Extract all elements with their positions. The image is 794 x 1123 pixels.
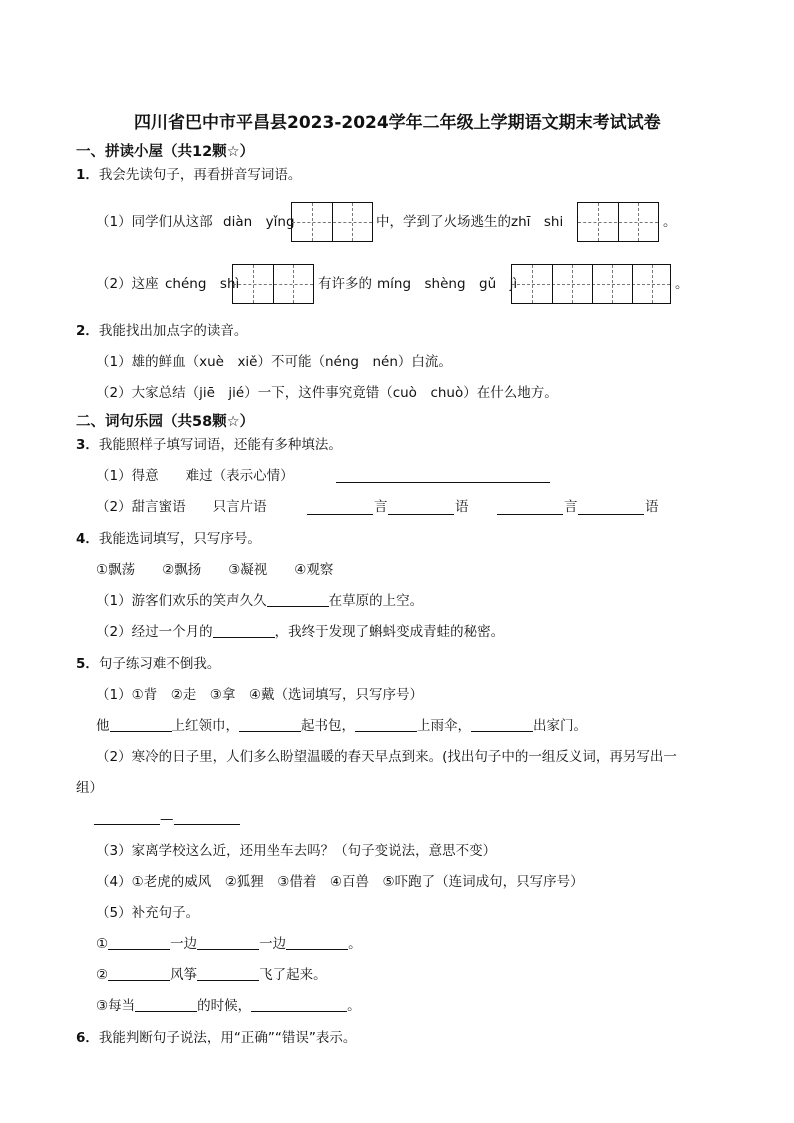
sentence-part: 上红领巾， bbox=[171, 718, 239, 734]
sentence-part: 一边 bbox=[170, 936, 198, 952]
sentence-part: 起书包， bbox=[301, 718, 355, 734]
sentence-part: 的时候， bbox=[197, 998, 252, 1014]
sentence-part: 飞了起来。 bbox=[259, 967, 327, 983]
sentence-part: ① bbox=[96, 936, 109, 952]
q5-part2: （2）寒冷的日子里，人们多么盼望温暖的春天早点到来。(找出句子中的一组反义词，再另写出一 bbox=[96, 749, 677, 765]
pinyin: míng shèng gǔ jì bbox=[377, 276, 518, 292]
section-heading: 一、拼读小屋（共12颗☆） bbox=[76, 144, 255, 160]
q5-part1: （1）①背 ②走 ③拿 ④戴（选词填写，只写序号） bbox=[96, 687, 423, 703]
q1-line2-prefix: （2）这座 bbox=[96, 276, 159, 292]
q1-line1-mid: 中，学到了火场逃生的 bbox=[376, 214, 511, 230]
answer-blank[interactable] bbox=[108, 935, 170, 950]
sentence-part: ③每当 bbox=[96, 998, 136, 1014]
question-number: 5． bbox=[76, 656, 99, 672]
q4-line2 bbox=[96, 623, 504, 641]
q5-part2-answer bbox=[94, 810, 240, 828]
q3-line2: （2）甜言蜜语 只言片语 bbox=[96, 499, 267, 515]
answer-blank[interactable] bbox=[267, 592, 329, 607]
sentence-part: 。 bbox=[348, 936, 362, 952]
q4-line1 bbox=[96, 592, 423, 610]
char-yu: 语 bbox=[455, 499, 469, 515]
pinyin: zhī shi bbox=[511, 214, 564, 230]
question-number: 1． bbox=[76, 167, 99, 183]
question-number: 6． bbox=[76, 1030, 99, 1046]
question-number: 4． bbox=[76, 531, 99, 547]
answer-blank[interactable] bbox=[286, 935, 348, 950]
answer-blank[interactable] bbox=[197, 966, 259, 981]
answer-blank[interactable] bbox=[336, 482, 550, 483]
q5-sentence-1 bbox=[96, 935, 362, 953]
page-title: 四川省巴中市平昌县2023-2024学年二年级上学期语文期末考试试卷 bbox=[134, 113, 661, 133]
sentence-part: 出家门。 bbox=[533, 718, 587, 734]
sentence-part: 一边 bbox=[259, 936, 287, 952]
dash: — bbox=[160, 811, 174, 827]
writing-grid[interactable] bbox=[291, 202, 373, 242]
pinyin: diàn yǐng bbox=[223, 214, 295, 230]
answer-blank[interactable] bbox=[213, 623, 275, 638]
sentence-part: 上雨伞， bbox=[417, 718, 471, 734]
sentence-part: 在草原的上空。 bbox=[328, 593, 424, 609]
answer-blank[interactable] bbox=[108, 966, 170, 981]
q5-part3: （3）家离学校这么近，还用坐车去吗？（句子变说法，意思不变） bbox=[96, 843, 497, 859]
question-stem: 我能选词填写，只写序号。 bbox=[98, 531, 261, 547]
q5-sentence-3 bbox=[96, 997, 361, 1015]
char-yu: 语 bbox=[645, 499, 659, 515]
q5-part5: （5）补充句子。 bbox=[96, 905, 200, 921]
section-heading: 二、词句乐园（共58颗☆） bbox=[76, 414, 255, 430]
answer-blank[interactable] bbox=[251, 997, 347, 1012]
q2-line1: （1）雄的鲜血（xuè xiě）不可能（néng nén）白流。 bbox=[96, 354, 452, 370]
question-1 bbox=[76, 166, 301, 184]
answer-blank[interactable] bbox=[197, 935, 259, 950]
question-3 bbox=[76, 436, 342, 454]
q2-line2: （2）大家总结（jiē jié）一下，这件事究竟错（cuò chuò）在什么地方。 bbox=[96, 385, 558, 401]
question-stem: 我能判断句子说法，用“正确”“错误”表示。 bbox=[98, 1030, 357, 1046]
sentence-part: ，我终于发现了蝌蚪变成青蛙的秘密。 bbox=[274, 624, 505, 640]
question-number: 2． bbox=[76, 323, 99, 339]
q5-part2-wrap: 组） bbox=[76, 780, 103, 796]
period: 。 bbox=[663, 214, 677, 230]
question-stem: 我能照样子填写词语，还能有多种填法。 bbox=[98, 437, 342, 453]
q3-line1: （1）得意 难过（表示心情） bbox=[96, 468, 294, 484]
q5-part1-sentence bbox=[96, 717, 587, 735]
answer-blank[interactable] bbox=[239, 717, 301, 732]
question-6 bbox=[76, 1029, 356, 1047]
sentence-part: 他 bbox=[96, 718, 110, 734]
answer-blank[interactable] bbox=[578, 514, 644, 515]
writing-grid[interactable] bbox=[232, 264, 314, 304]
sentence-part: 风筝 bbox=[170, 967, 198, 983]
writing-grid[interactable] bbox=[511, 264, 671, 304]
answer-blank[interactable] bbox=[355, 717, 417, 732]
sentence-part: ② bbox=[96, 967, 109, 983]
writing-grid[interactable] bbox=[577, 202, 659, 242]
answer-blank[interactable] bbox=[388, 514, 454, 515]
answer-blank[interactable] bbox=[135, 997, 197, 1012]
period: 。 bbox=[675, 276, 689, 292]
q5-sentence-2 bbox=[96, 966, 327, 984]
answer-blank[interactable] bbox=[307, 514, 373, 515]
question-4 bbox=[76, 530, 261, 548]
question-stem: 句子练习难不倒我。 bbox=[98, 656, 221, 672]
sentence-part: （1）游客们欢乐的笑声久久 bbox=[96, 593, 267, 609]
answer-blank[interactable] bbox=[94, 810, 160, 825]
answer-blank[interactable] bbox=[471, 717, 533, 732]
q1-line2-mid: 有许多的 bbox=[318, 276, 372, 292]
answer-blank[interactable] bbox=[497, 514, 563, 515]
q5-part4: （4）①老虎的威风 ②狐狸 ③借着 ④百兽 ⑤吓跑了（连词成句，只写序号） bbox=[96, 874, 584, 890]
char-yan: 言 bbox=[374, 499, 388, 515]
question-stem: 我会先读句子，再看拼音写词语。 bbox=[98, 167, 302, 183]
question-stem: 我能找出加点字的读音。 bbox=[98, 323, 248, 339]
char-yan: 言 bbox=[564, 499, 578, 515]
pinyin: chéng shì bbox=[165, 276, 240, 292]
q1-line1-prefix: （1）同学们从这部 bbox=[96, 214, 213, 230]
sentence-part: （2）经过一个月的 bbox=[96, 624, 213, 640]
answer-blank[interactable] bbox=[110, 717, 172, 732]
question-2 bbox=[76, 322, 247, 340]
word-options: ①飘荡 ②飘扬 ③凝视 ④观察 bbox=[96, 562, 334, 578]
question-number: 3． bbox=[76, 437, 99, 453]
sentence-part: 。 bbox=[347, 998, 361, 1014]
question-5 bbox=[76, 655, 220, 673]
answer-blank[interactable] bbox=[174, 810, 240, 825]
